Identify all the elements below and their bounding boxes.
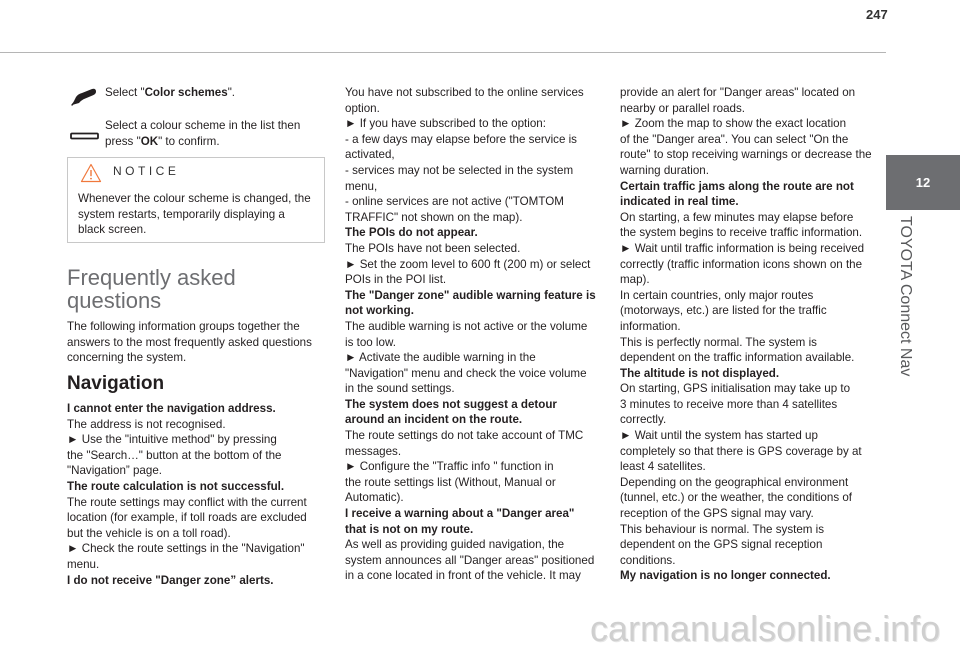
notice-text bbox=[78, 191, 311, 238]
text-line: Depending on the geographical environment bbox=[620, 475, 849, 489]
text-line: correctly. bbox=[620, 413, 667, 427]
touch-icon bbox=[70, 85, 98, 112]
text-line: location (for example, if toll roads are excluded bbox=[67, 511, 307, 525]
notice-box bbox=[67, 157, 325, 243]
faq-answer bbox=[345, 428, 596, 506]
intro-line: The following information groups together the bbox=[67, 320, 300, 333]
text-line: ► Configure the "Traffic info " function in bbox=[345, 460, 554, 474]
text-line: The altitude is not displayed. bbox=[620, 366, 780, 380]
intro-line: answers to the most frequently asked questions bbox=[67, 335, 312, 349]
text-line: The route settings do not take account of TMC bbox=[345, 429, 584, 443]
text-line: the route settings list (Without, Manual or bbox=[345, 475, 556, 489]
section-title-line: questions bbox=[67, 288, 162, 313]
text-line: ► Zoom the map to show the exact location bbox=[620, 117, 847, 131]
chapter-number: 12 bbox=[915, 175, 931, 190]
text-line: I receive a warning about a "Danger area" bbox=[345, 507, 575, 521]
step-text-prefix: Select " bbox=[105, 86, 145, 99]
faq-column-1 bbox=[67, 401, 307, 588]
text-line: in the sound settings. bbox=[345, 382, 455, 396]
text-line: My navigation is no longer connected. bbox=[620, 569, 831, 583]
navigation-heading: Navigation bbox=[67, 373, 165, 394]
text-line: You have not subscribed to the online services bbox=[345, 86, 584, 99]
text-line: ► If you have subscribed to the option: bbox=[345, 117, 546, 131]
faq-question bbox=[67, 573, 307, 589]
text-line: activated, bbox=[345, 148, 395, 162]
text-line: is too low. bbox=[345, 335, 396, 349]
text-line: The POIs do not appear. bbox=[345, 226, 478, 240]
text-line: On starting, GPS initialisation may take up to bbox=[620, 382, 851, 396]
faq-question bbox=[620, 179, 872, 210]
text-line: reception of the GPS signal may vary. bbox=[620, 507, 814, 521]
faq-question bbox=[345, 397, 596, 428]
text-line: but the vehicle is on a toll road). bbox=[67, 526, 231, 540]
faq-answer bbox=[620, 381, 872, 568]
faq-question bbox=[345, 288, 596, 319]
text-line: that is not on my route. bbox=[345, 522, 474, 536]
text-line: - online services are not active ("TOMTOM bbox=[345, 195, 564, 209]
text-line: "Navigation” page. bbox=[67, 464, 162, 478]
text-line: not working. bbox=[345, 304, 414, 318]
faq-question bbox=[67, 479, 307, 495]
faq-question bbox=[67, 401, 307, 417]
text-line: ► Wait until the system has started up bbox=[620, 429, 818, 443]
step-text-line: Select a colour scheme in the list then bbox=[105, 119, 301, 132]
text-line: nearby or parallel roads. bbox=[620, 101, 746, 115]
rotary-knob-icon bbox=[70, 127, 99, 145]
header-rule bbox=[0, 52, 886, 53]
text-line: (motorways, etc.) are listed for the traffic bbox=[620, 304, 827, 318]
faq-answer bbox=[67, 495, 307, 573]
faq-question bbox=[345, 225, 596, 241]
watermark: carmanualsonline.info bbox=[590, 608, 941, 649]
faq-column-2 bbox=[345, 85, 596, 584]
text-line: The system does not suggest a detour bbox=[345, 397, 557, 411]
text-line: conditions. bbox=[620, 553, 676, 567]
step-text-emphasis: OK bbox=[140, 134, 159, 148]
step-text-prefix: press " bbox=[105, 134, 141, 148]
notice-line: system restarts, temporarily displaying a bbox=[78, 207, 285, 221]
text-line: This behaviour is normal. The system is bbox=[620, 522, 825, 536]
text-line: provide an alert for "Danger areas" located on bbox=[620, 86, 856, 99]
faq-answer bbox=[345, 85, 596, 225]
text-line: "Navigation" menu and check the voice volume bbox=[345, 366, 587, 380]
text-line: map). bbox=[620, 273, 650, 287]
section-title bbox=[67, 266, 236, 312]
text-line: of the "Danger area". You can select "On the bbox=[620, 132, 849, 146]
text-line: menu, bbox=[345, 179, 378, 193]
text-line: (tunnel, etc.) or the weather, the conditions of bbox=[620, 491, 853, 505]
text-line: Certain traffic jams along the route are not bbox=[620, 179, 854, 193]
text-line: information. bbox=[620, 319, 681, 333]
text-line: around an incident on the route. bbox=[345, 413, 523, 427]
faq-answer bbox=[345, 241, 596, 288]
text-line: ► Use the "intuitive method" by pressing bbox=[67, 433, 277, 447]
text-line: I do not receive "Danger zone” alerts. bbox=[67, 573, 274, 587]
faq-question bbox=[345, 506, 596, 537]
notice-line: black screen. bbox=[78, 223, 147, 237]
faq-answer bbox=[67, 417, 307, 479]
text-line: ► Set the zoom level to 600 ft (200 m) or select bbox=[345, 257, 591, 271]
step-text-suffix: " to confirm. bbox=[158, 134, 220, 148]
step-text-emphasis: Color schemes bbox=[144, 86, 228, 99]
text-line: in a cone located in front of the vehicle. It may bbox=[345, 569, 581, 583]
text-line: correctly (traffic information icons shown on the bbox=[620, 257, 863, 271]
notice-line: Whenever the colour scheme is changed, the bbox=[78, 192, 311, 205]
step-text-suffix: ". bbox=[227, 86, 236, 99]
text-line: - a few days may elapse before the service is bbox=[345, 132, 577, 146]
text-line: the "Search…" button at the bottom of the bbox=[67, 448, 282, 462]
text-line: messages. bbox=[345, 444, 402, 458]
faq-answer bbox=[345, 319, 596, 397]
text-line: On starting, a few minutes may elapse before bbox=[620, 210, 854, 224]
text-line: As well as providing guided navigation, the bbox=[345, 538, 565, 552]
faq-answer bbox=[620, 85, 872, 179]
text-line: The audible warning is not active or the volume bbox=[345, 319, 588, 333]
text-line: warning duration. bbox=[620, 163, 709, 177]
text-line: In certain countries, only major routes bbox=[620, 288, 814, 302]
text-line: The route calculation is not successful. bbox=[67, 479, 285, 493]
text-line: The "Danger zone" audible warning feature is bbox=[345, 288, 596, 302]
text-line: option. bbox=[345, 101, 380, 115]
faq-answer bbox=[620, 210, 872, 366]
text-line: system announces all "Danger areas" positioned bbox=[345, 553, 595, 567]
text-line: ► Wait until traffic information is being received bbox=[620, 241, 865, 255]
notice-label: NOTICE bbox=[113, 164, 180, 178]
text-line: least 4 satellites. bbox=[620, 460, 706, 474]
text-line: TRAFFIC" not shown on the map). bbox=[345, 210, 523, 224]
text-line: The address is not recognised. bbox=[67, 417, 226, 431]
text-line: dependent on the GPS signal reception bbox=[620, 538, 823, 552]
faq-question bbox=[620, 366, 872, 382]
text-line: I cannot enter the navigation address. bbox=[67, 402, 276, 415]
text-line: ► Check the route settings in the "Navigation" bbox=[67, 542, 305, 556]
faq-answer bbox=[345, 537, 596, 584]
chapter-title: TOYOTA Connect Nav bbox=[897, 216, 914, 377]
text-line: The POIs have not been selected. bbox=[345, 241, 521, 255]
text-line: Automatic). bbox=[345, 491, 404, 505]
intro-line: concerning the system. bbox=[67, 351, 187, 365]
text-line: dependent on the traffic information available. bbox=[620, 351, 855, 365]
warning-triangle-icon bbox=[80, 163, 102, 188]
text-line: route" to stop receiving warnings or decrease the bbox=[620, 148, 872, 162]
section-intro bbox=[67, 319, 312, 366]
text-line: menu. bbox=[67, 557, 100, 571]
step-select-colour-scheme bbox=[105, 118, 300, 149]
text-line: POIs in the POI list. bbox=[345, 273, 447, 287]
text-line: The route settings may conflict with the current bbox=[67, 495, 307, 509]
text-line: completely so that there is GPS coverage by at bbox=[620, 444, 862, 458]
text-line: ► Activate the audible warning in the bbox=[345, 351, 536, 365]
text-line: - services may not be selected in the system bbox=[345, 163, 574, 177]
text-line: This is perfectly normal. The system is bbox=[620, 335, 817, 349]
step-select-color-schemes bbox=[105, 85, 235, 101]
text-line: indicated in real time. bbox=[620, 195, 739, 209]
step-text-line bbox=[105, 134, 300, 150]
chapter-tab[interactable] bbox=[886, 155, 960, 210]
section-title-line: Frequently asked bbox=[67, 265, 236, 290]
text-line: the system begins to receive traffic information. bbox=[620, 226, 863, 240]
page-number: 247 bbox=[866, 7, 888, 22]
faq-question bbox=[620, 568, 872, 584]
text-line: 3 minutes to receive more than 4 satellites bbox=[620, 397, 838, 411]
faq-column-3 bbox=[620, 85, 872, 584]
